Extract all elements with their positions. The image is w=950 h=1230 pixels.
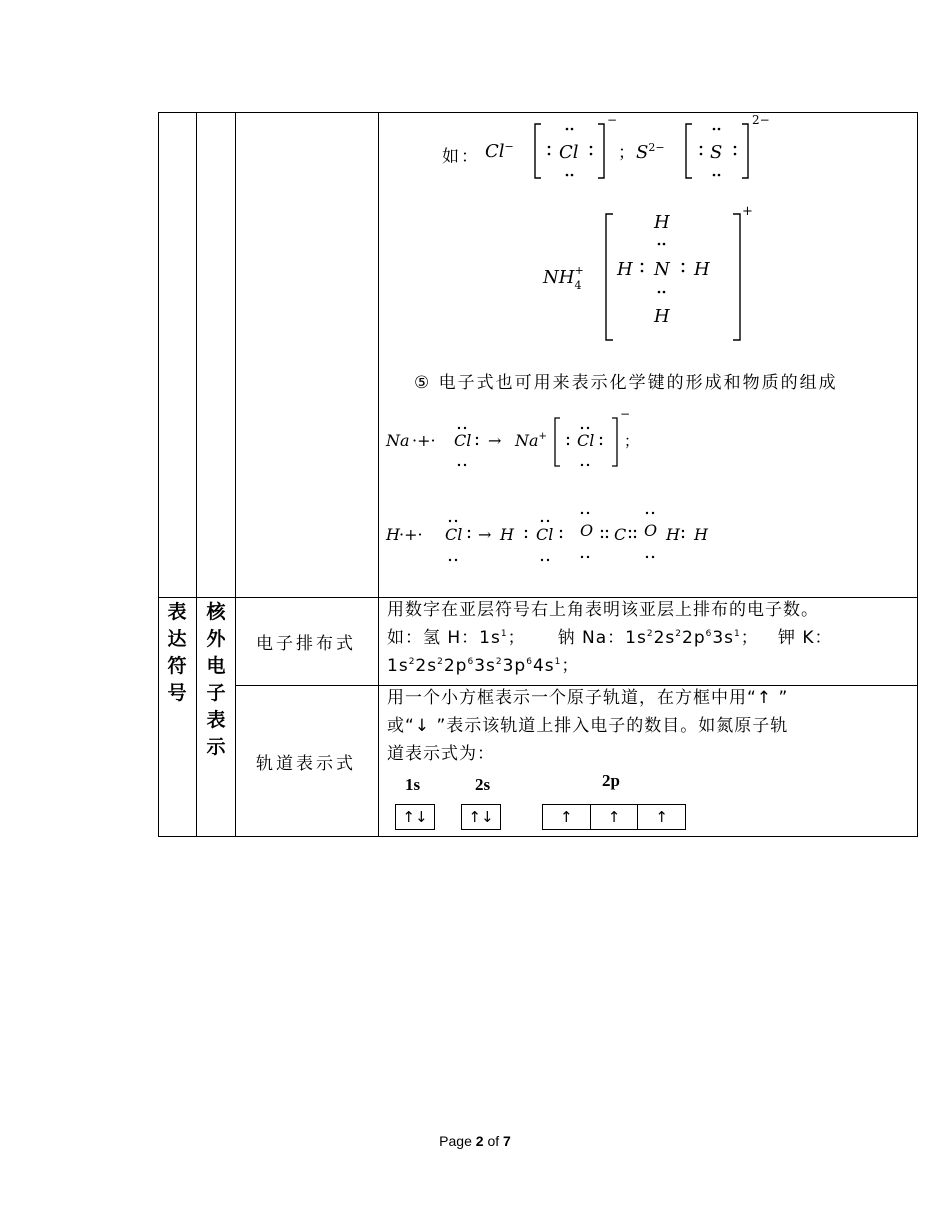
eq2-cl-product: Cl [536, 525, 554, 544]
table-border-bottom [158, 836, 918, 837]
eq2-arrow: → [478, 525, 492, 544]
orbital-2s-electrons: ↑↓ [468, 808, 494, 826]
eq2-cl: Cl [445, 525, 463, 544]
orbital-1s-box [395, 804, 435, 830]
eq2-o-left: O [580, 521, 594, 540]
orbital-description [387, 684, 917, 768]
eq2-h-product: H [500, 525, 514, 544]
footer-page-total: 7 [503, 1133, 511, 1149]
eq1-cl: Cl [454, 431, 472, 450]
row-label-orbital: 轨道表示式 [256, 754, 356, 774]
eq2-o-right: O [644, 521, 658, 540]
footer-page-number: 2 [475, 1133, 484, 1149]
eq2-h2-left: H [666, 525, 680, 544]
orbital-1s-label: 1s [405, 775, 421, 794]
section-label-electron: 核 外 电 子 表 示 [206, 601, 226, 758]
eq2-c: C [614, 525, 627, 544]
s-bracket-charge: 2− [752, 113, 770, 127]
orbital-2p-box [542, 804, 686, 830]
orbital-2p-label: 2p [602, 771, 620, 790]
footer-of-word: of [487, 1133, 500, 1149]
nh4-h-right: H [694, 259, 710, 280]
page-footer [0, 1133, 950, 1149]
section-label-expression: 表 达 符 号 [167, 601, 187, 704]
orbital-line-1: 用一个小方框表示一个原子轨道，在方框中用“↑ ” [387, 688, 789, 708]
nh4-center: N [654, 259, 670, 280]
eq1-plus: ·+· [412, 431, 436, 450]
row-label-config: 电子排布式 [256, 634, 356, 654]
eq2-h: H [386, 525, 400, 544]
eq1-tail: ； [624, 432, 640, 450]
nh4-label: $NH_4+$ [543, 264, 584, 292]
nh4-bracket-charge: + [742, 204, 753, 219]
config-line-2: 如：氢 H：$1s^1$； 钠 Na：$1s^22s^22p^63s^1$； 钾 K： [387, 628, 833, 648]
orbital-2p-electrons-2: ↑ [590, 805, 638, 829]
orbital-2p-electrons-3: ↑ [637, 805, 685, 829]
separator: ； [618, 143, 635, 163]
orbital-2s-box [461, 804, 501, 830]
eq1-bracket-charge: − [620, 407, 631, 421]
eq1-cl-ion: Cl [577, 431, 595, 450]
footer-page-word: Page [439, 1133, 472, 1149]
config-line-1: 用数字在亚层符号右上角表明该亚层上排布的电子数。 [387, 600, 819, 620]
example-lead: 如： [442, 147, 480, 167]
s-ion-label: $S^{2-}$ [636, 141, 665, 163]
nh4-h-left: H [617, 259, 633, 280]
orbital-2s-label: 2s [475, 775, 491, 794]
orbital-line-2: 或“↓ ”表示该轨道上排入电子的数目。如氮原子轨 [387, 716, 789, 736]
config-description [387, 596, 917, 680]
s-dot-symbol: S [710, 142, 723, 163]
eq1-na: Na [386, 431, 410, 450]
orbital-1s-electrons: ↑↓ [402, 808, 428, 826]
nh4-h-top: H [654, 212, 670, 233]
eq2-plus: ·+· [399, 525, 423, 544]
orbital-2p-electrons-1: ↑ [560, 808, 573, 826]
point-5-text: ⑤ 电子式也可用来表示化学键的形成和物质的组成 [414, 373, 838, 393]
eq1-na-ion: Na+ [515, 431, 547, 450]
eq1-arrow: → [488, 431, 502, 450]
cl-bracket-charge: − [607, 113, 618, 127]
nh4-h-bottom: H [654, 306, 670, 327]
config-line-3: $1s^22s^22p^63s^23p^64s^1$； [387, 656, 580, 676]
electron-dot-diagrams [0, 0, 950, 600]
cl-dot-symbol: Cl [559, 142, 579, 163]
cl-ion-label: Cl− [485, 140, 514, 162]
orbital-line-3: 道表示式为： [387, 744, 495, 764]
eq2-h2-right: H [694, 525, 708, 544]
